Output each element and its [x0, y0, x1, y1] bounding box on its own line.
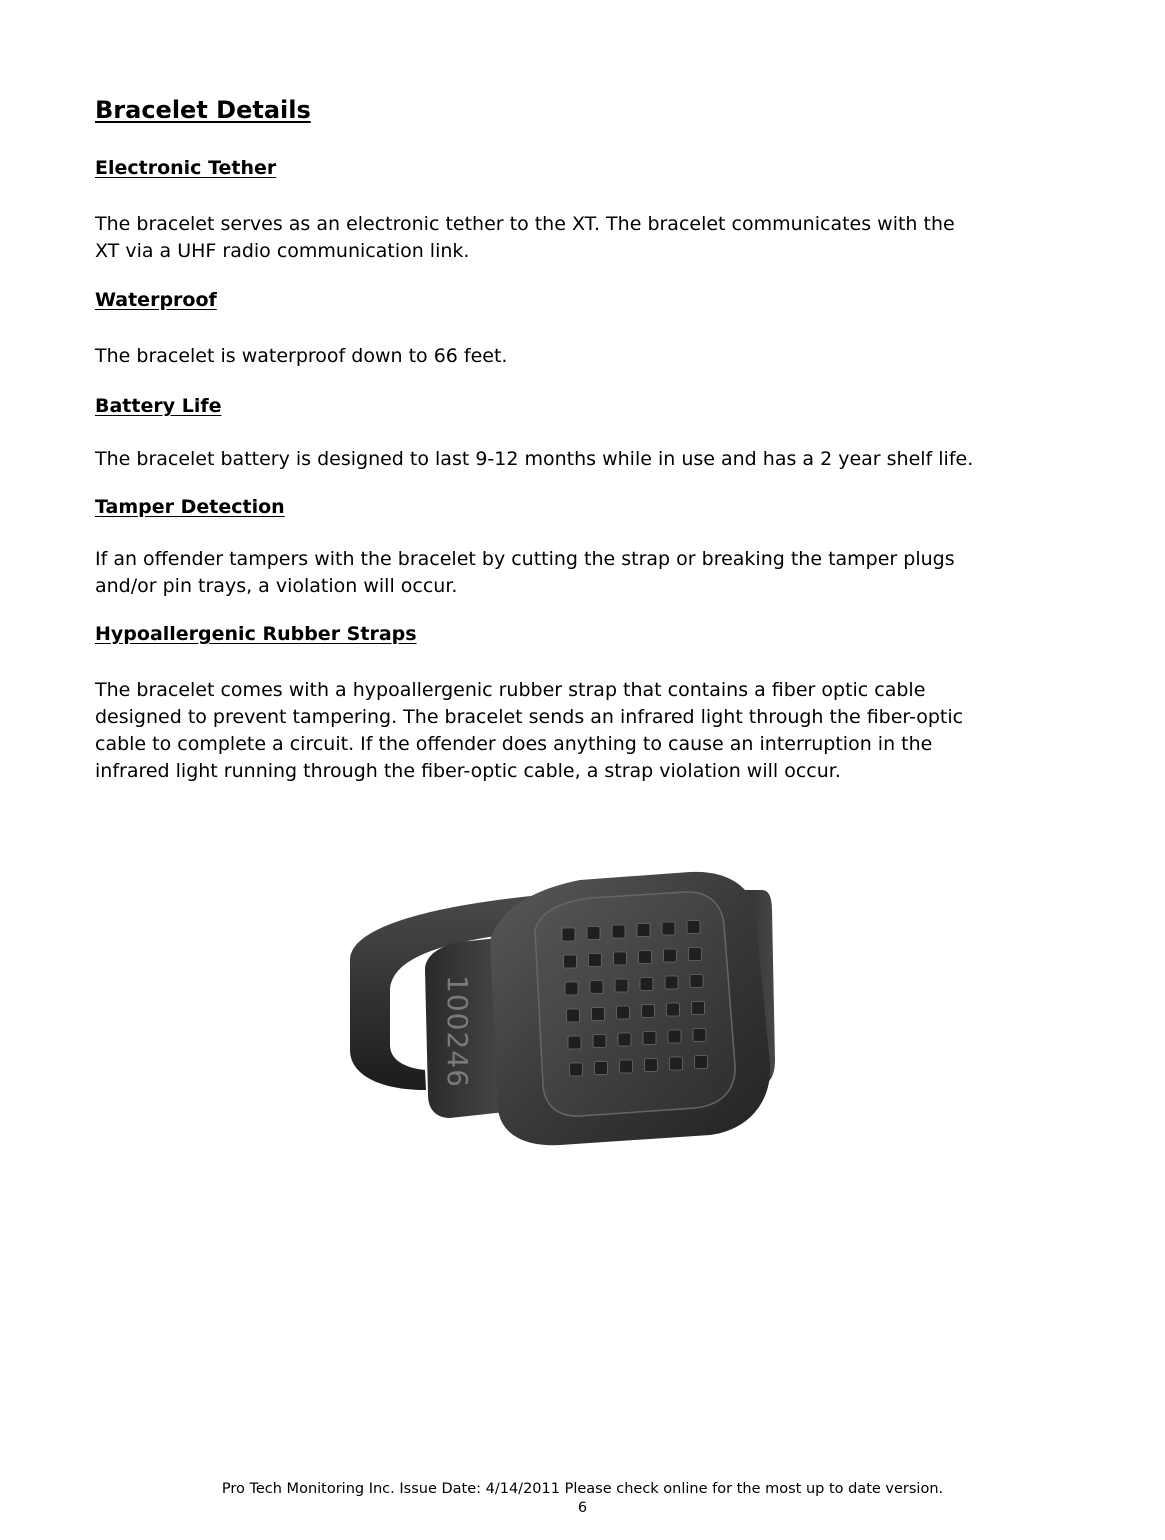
dimple [587, 927, 600, 940]
dimple [670, 1057, 683, 1070]
dimple [595, 1062, 608, 1075]
dimple [589, 954, 602, 967]
body-line: The bracelet comes with a hypoallergenic rubber strap that contains a fiber optic cable [95, 679, 926, 701]
body-line: The bracelet is waterproof down to 66 feet. [95, 345, 508, 367]
dimple [667, 1003, 680, 1016]
dimple [639, 951, 652, 964]
section-heading-battery-life: Battery Life [95, 395, 222, 417]
dimple [645, 1059, 658, 1072]
dimple [612, 925, 625, 938]
dimple [693, 1029, 706, 1042]
serial-number: 100246 [441, 975, 474, 1088]
dimple [564, 955, 577, 968]
section-body-electronic-tether [95, 211, 955, 265]
dimple [567, 1009, 580, 1022]
dimple [637, 924, 650, 937]
body-line: The bracelet battery is designed to last 9-12 months while in use and has a 2 year shelf life. [95, 448, 974, 470]
dimple [568, 1036, 581, 1049]
section-body-tamper-detection [95, 546, 955, 600]
body-line: and/or pin trays, a violation will occur. [95, 575, 458, 597]
section-heading-tamper-detection: Tamper Detection [95, 496, 285, 518]
dimple [617, 1006, 630, 1019]
dimple [565, 982, 578, 995]
face-plate [535, 892, 735, 1116]
body-line: The bracelet serves as an electronic tether to the XT. The bracelet communicates with the [95, 213, 955, 235]
dimple [562, 928, 575, 941]
dimple [689, 948, 702, 961]
dimple [687, 921, 700, 934]
section-body-hypoallergenic-rubber-straps [95, 677, 963, 785]
body-line: XT via a UHF radio communication link. [95, 240, 470, 262]
section-heading-waterproof: Waterproof [95, 289, 217, 311]
dimple [620, 1060, 633, 1073]
dimple [695, 1056, 708, 1069]
section-heading-hypoallergenic-rubber-straps: Hypoallergenic Rubber Straps [95, 623, 417, 645]
footer-notice: Pro Tech Monitoring Inc. Issue Date: 4/14/2011 Please check online for the most up to date version. [221, 1481, 944, 1497]
dimple [643, 1032, 656, 1045]
dimple [592, 1008, 605, 1021]
body-line: cable to complete a circuit. If the offender does anything to cause an interruption in the [95, 733, 933, 755]
dimple [662, 922, 675, 935]
bracelet-photo [330, 850, 800, 1160]
body-line: designed to prevent tampering. The bracelet sends an infrared light through the fiber-optic [95, 706, 964, 728]
dimple [692, 1002, 705, 1015]
dimple [664, 949, 677, 962]
dimple [570, 1063, 583, 1076]
page-title: Bracelet Details [95, 96, 311, 124]
dimple [618, 1033, 631, 1046]
dimple [642, 1005, 655, 1018]
dimple [668, 1030, 681, 1043]
dimple [615, 979, 628, 992]
body-line: infrared light running through the fiber-optic cable, a strap violation will occur. [95, 760, 841, 782]
section-body-battery-life [95, 446, 973, 473]
dimple [614, 952, 627, 965]
dimple [593, 1035, 606, 1048]
section-heading-electronic-tether: Electronic Tether [95, 157, 277, 179]
page-footer [0, 1480, 1165, 1518]
page-number: 6 [577, 1500, 588, 1516]
section-body-waterproof [95, 343, 507, 370]
dimple [590, 981, 603, 994]
body-line: If an offender tampers with the bracelet by cutting the strap or breaking the tamper plugs [95, 548, 955, 570]
dimple [665, 976, 678, 989]
dimple [640, 978, 653, 991]
dimple [690, 975, 703, 988]
